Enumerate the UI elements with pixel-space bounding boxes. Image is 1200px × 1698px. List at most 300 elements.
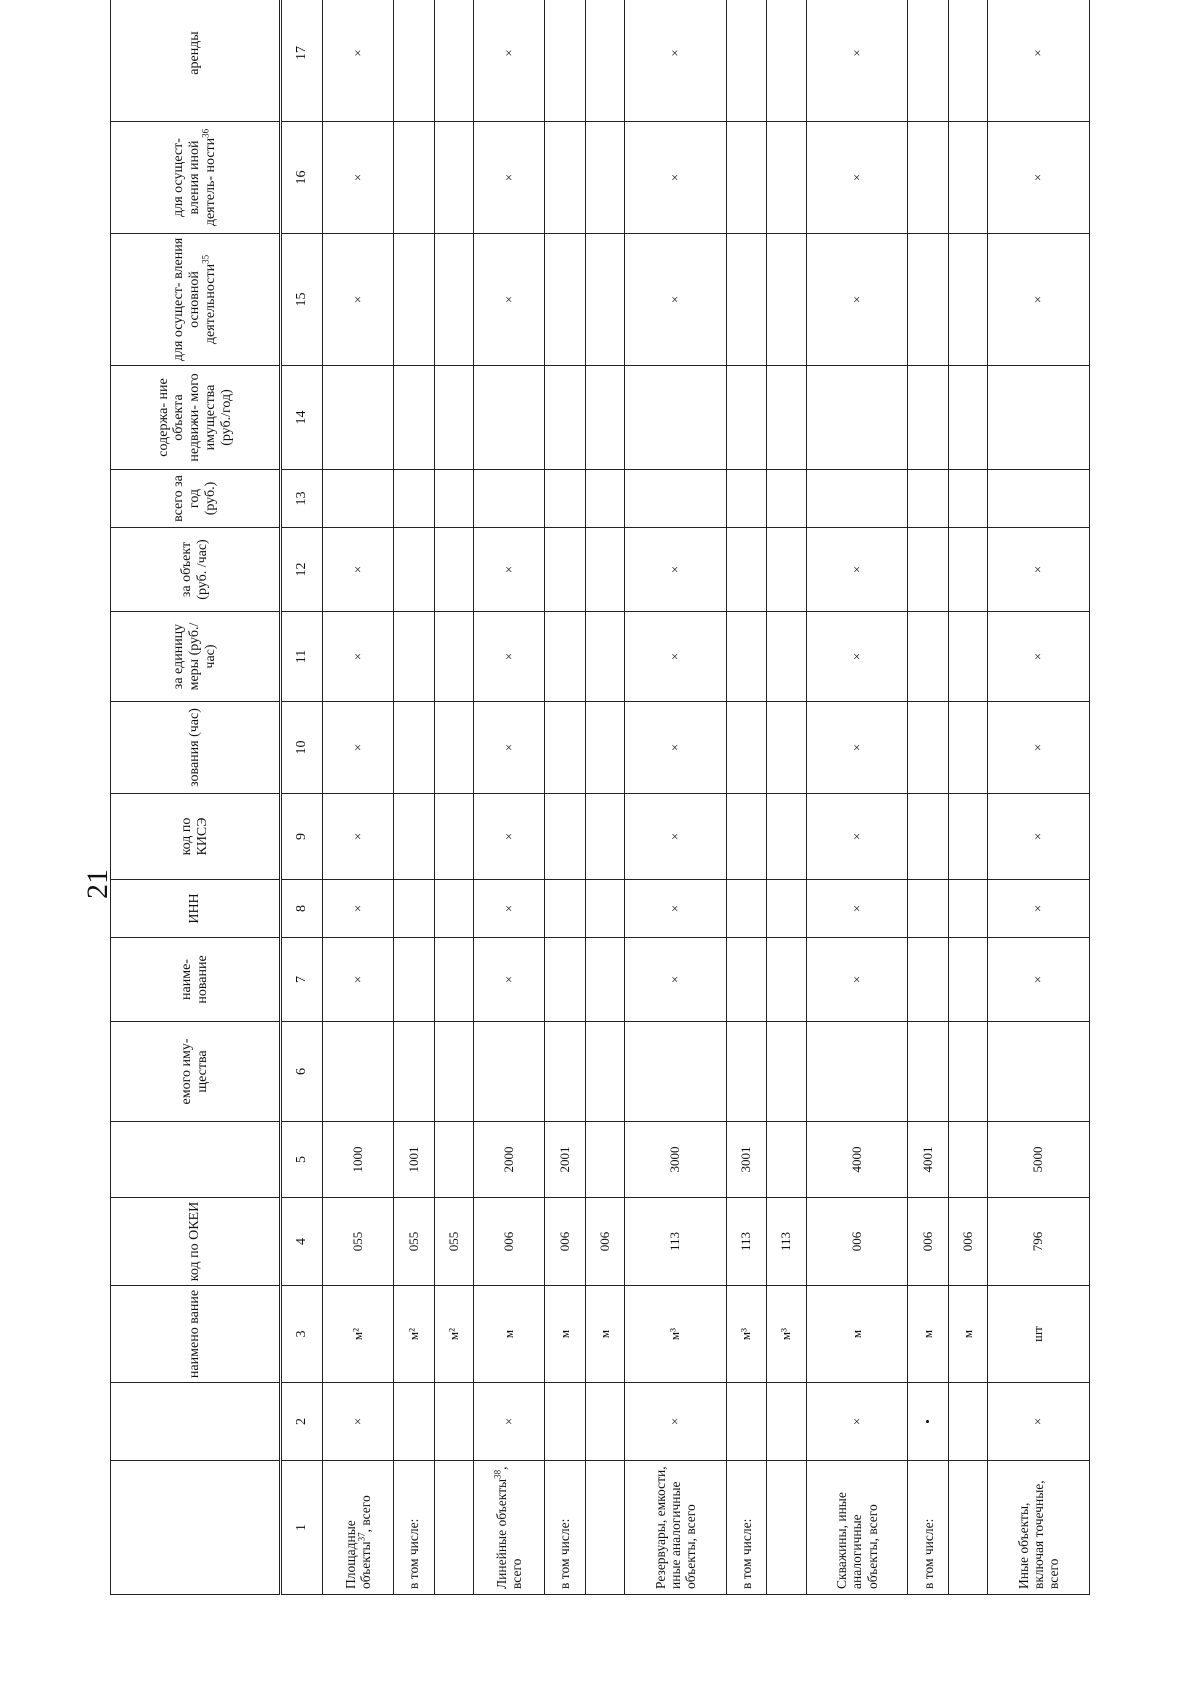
table-cell bbox=[585, 938, 624, 1022]
header-row bbox=[111, 0, 281, 1595]
cross-mark: × bbox=[848, 173, 864, 182]
table-cell bbox=[394, 1022, 435, 1122]
column-number: 3 bbox=[281, 1286, 323, 1383]
cell-value: 1000 bbox=[349, 1146, 365, 1173]
table-row bbox=[948, 0, 987, 1595]
row-name: в том числе: bbox=[738, 1518, 754, 1589]
table-cell bbox=[585, 1022, 624, 1122]
table-cell bbox=[767, 0, 806, 122]
column-number: 6 bbox=[281, 1022, 323, 1122]
cross-mark: × bbox=[500, 173, 516, 182]
table-cell bbox=[988, 1198, 1090, 1286]
table-cell bbox=[625, 794, 727, 880]
table-cell bbox=[323, 1383, 394, 1461]
cell-value: 4001 bbox=[919, 1146, 935, 1173]
table-cell bbox=[545, 0, 586, 122]
table-cell bbox=[474, 1286, 545, 1383]
table-cell bbox=[323, 794, 394, 880]
table-cell bbox=[585, 234, 624, 366]
table-cell bbox=[726, 612, 767, 702]
column-number: 9 bbox=[281, 794, 323, 880]
table-cell bbox=[948, 1383, 987, 1461]
table-cell bbox=[545, 880, 586, 938]
table-cell bbox=[585, 528, 624, 612]
row-name: в том числе: bbox=[406, 1518, 422, 1589]
cross-mark: × bbox=[500, 652, 516, 661]
cell-value: 4000 bbox=[848, 1146, 864, 1173]
table-cell bbox=[726, 0, 767, 122]
row-name-cell bbox=[908, 1461, 949, 1595]
column-number: 17 bbox=[281, 0, 323, 122]
table-cell bbox=[323, 528, 394, 612]
table-row bbox=[625, 0, 727, 1595]
cell-value: м bbox=[848, 1329, 864, 1339]
cross-mark: × bbox=[1030, 975, 1046, 984]
table-cell bbox=[726, 880, 767, 938]
header-cell-3: наимено вание bbox=[111, 1286, 281, 1383]
table-cell bbox=[323, 234, 394, 366]
table-cell bbox=[434, 234, 473, 366]
table-cell bbox=[948, 1198, 987, 1286]
table-body bbox=[281, 0, 1090, 1595]
table-cell bbox=[806, 528, 908, 612]
cross-mark: × bbox=[1030, 173, 1046, 182]
table-cell bbox=[394, 528, 435, 612]
cross-mark: × bbox=[1030, 652, 1046, 661]
table-cell bbox=[806, 1022, 908, 1122]
row-name-cell bbox=[726, 1461, 767, 1595]
table-cell bbox=[585, 0, 624, 122]
column-number: 8 bbox=[281, 880, 323, 938]
row-name-cell bbox=[767, 1461, 806, 1595]
row-name: Линейные объекты bbox=[494, 1478, 509, 1589]
table-cell bbox=[434, 1286, 473, 1383]
table-cell bbox=[726, 122, 767, 234]
table-cell bbox=[625, 938, 727, 1022]
cell-value: м³ bbox=[738, 1327, 754, 1341]
header-cell-11: за единицу меры (руб./ час) bbox=[111, 612, 281, 702]
cross-mark: × bbox=[667, 743, 683, 752]
cross-mark: × bbox=[848, 832, 864, 841]
table-cell bbox=[726, 794, 767, 880]
header-cell-12: за объект (руб. /час) bbox=[111, 528, 281, 612]
table-cell bbox=[767, 1383, 806, 1461]
table-cell bbox=[545, 938, 586, 1022]
table-row bbox=[474, 0, 545, 1595]
cell-value: 1001 bbox=[405, 1146, 421, 1173]
cross-mark: × bbox=[848, 743, 864, 752]
cross-mark: × bbox=[500, 565, 516, 574]
table-cell bbox=[585, 1383, 624, 1461]
table-cell bbox=[908, 122, 949, 234]
row-footnote: 37 bbox=[356, 1532, 367, 1542]
table-cell bbox=[726, 1286, 767, 1383]
cell-value: 796 bbox=[1030, 1231, 1046, 1252]
table-cell bbox=[806, 612, 908, 702]
table-cell bbox=[434, 702, 473, 794]
header-cell-14: содержа- ние объекта недвижи- мого имущества (руб./год) bbox=[111, 366, 281, 470]
table-cell bbox=[394, 234, 435, 366]
table-cell bbox=[625, 234, 727, 366]
table-cell bbox=[988, 470, 1090, 528]
header-cell-8: ИНН bbox=[111, 880, 281, 938]
cross-mark: × bbox=[667, 295, 683, 304]
table-cell bbox=[767, 122, 806, 234]
table-cell bbox=[545, 612, 586, 702]
table-row bbox=[545, 0, 586, 1595]
row-name-suffix: , всего bbox=[358, 1495, 374, 1533]
table-cell bbox=[625, 880, 727, 938]
table-cell bbox=[434, 612, 473, 702]
column-number: 16 bbox=[281, 122, 323, 234]
table-cell bbox=[948, 234, 987, 366]
cell-value: м² bbox=[349, 1327, 365, 1341]
cell-value: • bbox=[919, 1419, 935, 1424]
cell-value: 113 bbox=[738, 1231, 754, 1252]
table-cell bbox=[323, 366, 394, 470]
column-number: 12 bbox=[281, 528, 323, 612]
table-cell bbox=[908, 938, 949, 1022]
cross-mark: × bbox=[500, 49, 516, 57]
table-cell bbox=[908, 366, 949, 470]
table-cell bbox=[545, 1122, 586, 1198]
table-cell bbox=[726, 1022, 767, 1122]
table-cell bbox=[806, 938, 908, 1022]
table-cell bbox=[767, 1022, 806, 1122]
table-cell bbox=[948, 702, 987, 794]
column-number: 14 bbox=[281, 366, 323, 470]
row-name-cell bbox=[545, 1461, 586, 1595]
table-cell bbox=[545, 1198, 586, 1286]
table-cell bbox=[988, 366, 1090, 470]
table-cell bbox=[394, 612, 435, 702]
table-cell bbox=[434, 528, 473, 612]
table-cell bbox=[726, 366, 767, 470]
table-cell bbox=[474, 122, 545, 234]
cross-mark: × bbox=[848, 49, 864, 57]
table-cell bbox=[767, 528, 806, 612]
table-cell bbox=[625, 1022, 727, 1122]
table-cell bbox=[585, 366, 624, 470]
row-name: Иные объекты, включая точечные, всего bbox=[1015, 1480, 1062, 1589]
table-cell bbox=[908, 1198, 949, 1286]
page-number: 21 bbox=[81, 869, 114, 899]
table-cell bbox=[394, 1198, 435, 1286]
header-cell-5 bbox=[111, 1122, 281, 1198]
cross-mark: × bbox=[667, 832, 683, 841]
header-cell-10: зования (час) bbox=[111, 702, 281, 794]
table-cell bbox=[545, 1022, 586, 1122]
table-cell bbox=[625, 0, 727, 122]
table-cell bbox=[767, 612, 806, 702]
table-cell bbox=[726, 938, 767, 1022]
cross-mark: × bbox=[667, 904, 683, 913]
table-cell bbox=[625, 702, 727, 794]
table-cell bbox=[767, 1286, 806, 1383]
cross-mark: × bbox=[1030, 832, 1046, 841]
header-cell-1 bbox=[111, 1461, 281, 1595]
table-cell bbox=[545, 122, 586, 234]
footnote-35: 35 bbox=[200, 254, 211, 264]
row-name-cell bbox=[625, 1461, 727, 1595]
header-cell-15 bbox=[111, 234, 281, 366]
row-name: Скважины, иные аналогичные объекты, всего bbox=[834, 1492, 880, 1589]
table-cell bbox=[474, 366, 545, 470]
table-cell bbox=[585, 1198, 624, 1286]
table-cell bbox=[948, 938, 987, 1022]
table-cell bbox=[323, 1022, 394, 1122]
table-cell bbox=[988, 1286, 1090, 1383]
table-cell bbox=[625, 1286, 727, 1383]
table-cell bbox=[767, 702, 806, 794]
cross-mark: × bbox=[349, 743, 365, 752]
table-cell bbox=[908, 1022, 949, 1122]
cell-value: 3000 bbox=[667, 1146, 683, 1173]
table-cell bbox=[474, 1122, 545, 1198]
table-cell bbox=[806, 122, 908, 234]
table-cell bbox=[726, 528, 767, 612]
cross-mark: × bbox=[848, 1417, 864, 1426]
header-cell-13: всего за год (руб.) bbox=[111, 470, 281, 528]
column-number: 11 bbox=[281, 612, 323, 702]
table-cell bbox=[625, 366, 727, 470]
header-cell-9: код по КИСЭ bbox=[111, 794, 281, 880]
table-cell bbox=[625, 1122, 727, 1198]
header-cell-16 bbox=[111, 122, 281, 234]
cross-mark: × bbox=[1030, 1417, 1046, 1426]
header-cell-6: емого иму- щества bbox=[111, 1022, 281, 1122]
header-cell-16-text: для осущест- вления иной деятель- ности bbox=[171, 137, 218, 227]
column-number: 10 bbox=[281, 702, 323, 794]
table-cell bbox=[908, 1286, 949, 1383]
column-number: 15 bbox=[281, 234, 323, 366]
column-number: 13 bbox=[281, 470, 323, 528]
cross-mark: × bbox=[500, 832, 516, 841]
row-name-cell bbox=[988, 1461, 1090, 1595]
table-cell bbox=[434, 938, 473, 1022]
cross-mark: × bbox=[848, 975, 864, 984]
table-cell bbox=[545, 794, 586, 880]
row-name-cell bbox=[323, 1461, 394, 1595]
table-cell bbox=[474, 1383, 545, 1461]
table-row bbox=[767, 0, 806, 1595]
table-cell bbox=[948, 0, 987, 122]
cell-value: м bbox=[959, 1329, 975, 1339]
table-cell bbox=[908, 1122, 949, 1198]
table-cell bbox=[585, 470, 624, 528]
table-cell bbox=[434, 880, 473, 938]
table-cell bbox=[625, 528, 727, 612]
table-cell bbox=[545, 234, 586, 366]
table-cell bbox=[726, 1198, 767, 1286]
cell-value: м³ bbox=[667, 1327, 683, 1341]
table-cell bbox=[988, 1022, 1090, 1122]
table-cell bbox=[394, 1122, 435, 1198]
table-row bbox=[908, 0, 949, 1595]
table-cell bbox=[767, 938, 806, 1022]
cell-value: м² bbox=[445, 1327, 461, 1341]
row-name-suffix: , всего bbox=[494, 1466, 525, 1589]
table-cell bbox=[323, 1198, 394, 1286]
table-cell bbox=[545, 1286, 586, 1383]
cross-mark: × bbox=[667, 565, 683, 574]
row-name-cell bbox=[474, 1461, 545, 1595]
cell-value: м bbox=[556, 1329, 572, 1339]
table-cell bbox=[323, 1286, 394, 1383]
column-number: 5 bbox=[281, 1122, 323, 1198]
table-cell bbox=[988, 1383, 1090, 1461]
cell-value: м bbox=[919, 1329, 935, 1339]
table-cell bbox=[394, 470, 435, 528]
cell-value: 006 bbox=[848, 1231, 864, 1252]
table-cell bbox=[726, 1383, 767, 1461]
table-cell bbox=[988, 1122, 1090, 1198]
table-cell bbox=[585, 1286, 624, 1383]
footnote-36: 36 bbox=[200, 128, 211, 138]
table-cell bbox=[434, 470, 473, 528]
table-cell bbox=[767, 1122, 806, 1198]
table-cell bbox=[948, 122, 987, 234]
cross-mark: × bbox=[1030, 743, 1046, 752]
cross-mark: × bbox=[349, 49, 365, 57]
table-cell bbox=[474, 0, 545, 122]
table-cell bbox=[908, 702, 949, 794]
cross-mark: × bbox=[349, 1417, 365, 1426]
table-cell bbox=[948, 366, 987, 470]
row-name: Резервуары, емкости, иные аналогичные объекты, всего bbox=[652, 1466, 698, 1589]
cross-mark: × bbox=[500, 975, 516, 984]
table-cell bbox=[948, 528, 987, 612]
table-cell bbox=[908, 612, 949, 702]
cell-value: 006 bbox=[556, 1231, 572, 1252]
table-cell bbox=[726, 702, 767, 794]
table-cell bbox=[908, 1383, 949, 1461]
cell-value: 113 bbox=[667, 1231, 683, 1252]
table-cell bbox=[323, 880, 394, 938]
table-row bbox=[434, 0, 473, 1595]
column-number: 4 bbox=[281, 1198, 323, 1286]
table-cell bbox=[908, 470, 949, 528]
cross-mark: × bbox=[667, 975, 683, 984]
header-cell-2 bbox=[111, 1383, 281, 1461]
table-cell bbox=[988, 528, 1090, 612]
table-cell bbox=[585, 880, 624, 938]
table-cell bbox=[806, 1383, 908, 1461]
table-cell bbox=[474, 794, 545, 880]
cell-value: 055 bbox=[445, 1231, 461, 1252]
row-name: Площадные объекты bbox=[342, 1520, 374, 1589]
table-cell bbox=[625, 1383, 727, 1461]
table-row bbox=[394, 0, 435, 1595]
table-cell bbox=[948, 1022, 987, 1122]
table-cell bbox=[806, 234, 908, 366]
cell-value: 006 bbox=[596, 1231, 612, 1252]
table-cell bbox=[323, 702, 394, 794]
table-cell bbox=[908, 528, 949, 612]
table-cell bbox=[323, 1122, 394, 1198]
cross-mark: × bbox=[500, 904, 516, 913]
cross-mark: × bbox=[1030, 904, 1046, 913]
table-cell bbox=[434, 1198, 473, 1286]
column-number: 7 bbox=[281, 938, 323, 1022]
table-cell bbox=[474, 234, 545, 366]
table-cell bbox=[585, 702, 624, 794]
table-cell bbox=[806, 470, 908, 528]
cell-value: шт bbox=[1030, 1326, 1046, 1342]
cross-mark: × bbox=[848, 295, 864, 304]
cross-mark: × bbox=[667, 49, 683, 57]
cell-value: м bbox=[500, 1329, 516, 1339]
table-cell bbox=[434, 366, 473, 470]
table-row bbox=[806, 0, 908, 1595]
table-row bbox=[988, 0, 1090, 1595]
table-cell bbox=[767, 1198, 806, 1286]
table-cell bbox=[434, 122, 473, 234]
cross-mark: × bbox=[1030, 295, 1046, 304]
table-cell bbox=[806, 1122, 908, 1198]
table-cell bbox=[806, 1198, 908, 1286]
cross-mark: × bbox=[349, 975, 365, 984]
table-cell bbox=[394, 938, 435, 1022]
table-cell bbox=[323, 0, 394, 122]
table-cell bbox=[806, 702, 908, 794]
cross-mark: × bbox=[500, 1417, 516, 1426]
table-cell bbox=[806, 366, 908, 470]
cell-value: 006 bbox=[500, 1231, 516, 1252]
cross-mark: × bbox=[349, 173, 365, 182]
row-name-cell bbox=[585, 1461, 624, 1595]
header-cell-7: наиме- нование bbox=[111, 938, 281, 1022]
table-cell bbox=[474, 702, 545, 794]
table-cell bbox=[394, 122, 435, 234]
table-cell bbox=[585, 122, 624, 234]
table-cell bbox=[806, 0, 908, 122]
table-cell bbox=[434, 1383, 473, 1461]
cell-value: м bbox=[596, 1329, 612, 1339]
table-cell bbox=[474, 1198, 545, 1286]
cross-mark: × bbox=[1030, 49, 1046, 57]
table-cell bbox=[948, 470, 987, 528]
cross-mark: × bbox=[667, 1417, 683, 1426]
table-cell bbox=[545, 702, 586, 794]
table-cell bbox=[625, 612, 727, 702]
row-name-cell bbox=[806, 1461, 908, 1595]
cell-value: 113 bbox=[778, 1231, 794, 1252]
cell-value: 5000 bbox=[1030, 1146, 1046, 1173]
table-cell bbox=[988, 794, 1090, 880]
row-name-cell bbox=[948, 1461, 987, 1595]
table-cell bbox=[625, 122, 727, 234]
table-cell bbox=[908, 234, 949, 366]
header-cell-17: аренды bbox=[111, 0, 281, 122]
table-cell bbox=[625, 470, 727, 528]
table-cell bbox=[726, 470, 767, 528]
table-cell bbox=[585, 1122, 624, 1198]
column-number: 1 bbox=[281, 1461, 323, 1595]
table-cell bbox=[323, 938, 394, 1022]
row-name-cell bbox=[394, 1461, 435, 1595]
table-cell bbox=[474, 880, 545, 938]
table-cell bbox=[474, 612, 545, 702]
cell-value: 3001 bbox=[738, 1146, 754, 1173]
table-cell bbox=[948, 880, 987, 938]
cell-value: 055 bbox=[349, 1231, 365, 1252]
table-cell bbox=[988, 702, 1090, 794]
table-cell bbox=[948, 612, 987, 702]
table-cell bbox=[545, 470, 586, 528]
table-cell bbox=[474, 528, 545, 612]
table-cell bbox=[394, 1383, 435, 1461]
